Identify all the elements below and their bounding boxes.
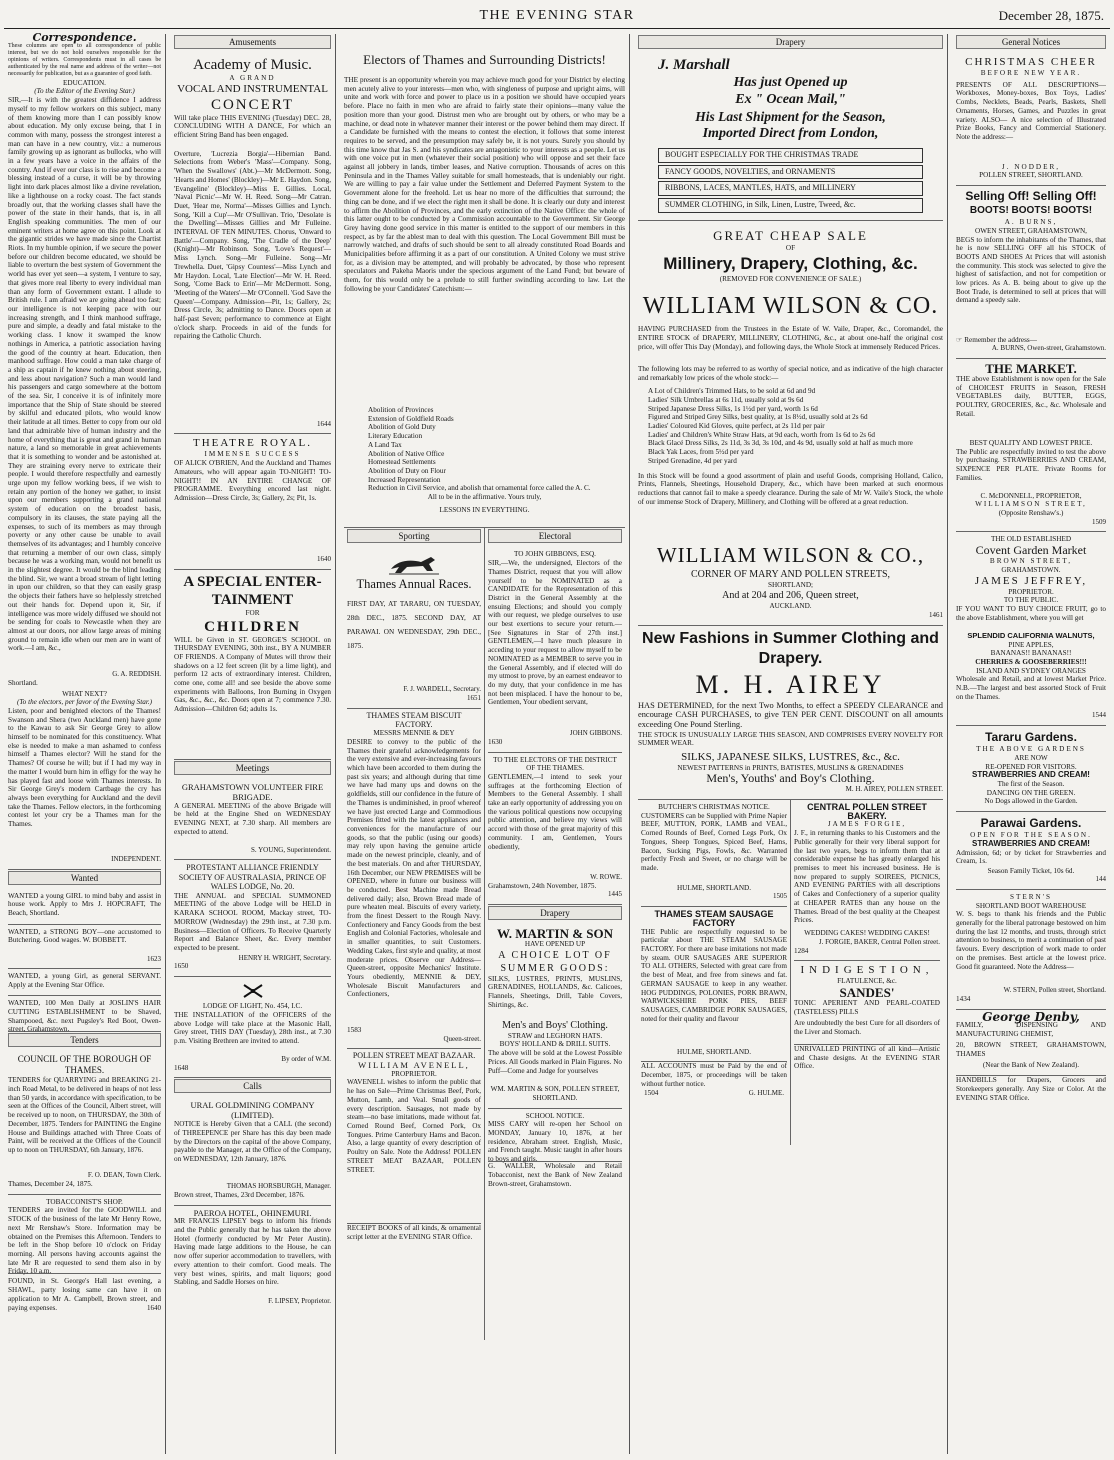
goods-box: RIBBONS, LACES, MANTLES, HATS, and MILLINERY [658,181,923,196]
masonic-compass-icon [240,983,266,999]
covent-oranges: ISLAND AND SYDNEY ORANGES [976,666,1086,675]
newspaper-title: THE EVENING STAR [479,8,635,23]
meat-bazaar-body: WAVENELL wishes to inform the public that he has on Sale—Prime Christmas Beef, Pork, Mutton, Lamb, and Veal. Small goods of every description. Sausages, not made by steam—no base imitations, made without fat. Corned Round Beef, Corned Pork, Ox Tongues. Prime Canterbury Hams and Bacon. Also, a large quantity of every description of Poultry on Sale. Note the Address! POLLEN STREET MEAT BAZAAR, POLLEN STREET. [347,1078,481,1174]
electors-signature: LESSONS IN EVERYTHING. [439,505,530,514]
covent-pineapples: PINE APPLES, [1008,640,1054,649]
removed-note: (REMOVED FOR CONVENIENCE OF SALE.) [719,274,862,283]
school-notice-title: SCHOOL NOTICE. [525,1111,585,1120]
christmas-cheer-title: CHRISTMAS CHEER [965,56,1097,68]
meat-bazaar-title: POLLEN STREET MEAT BAZAAR. [352,1051,476,1061]
martin-choice: A CHOICE LOT OF SUMMER GOODS: [498,949,612,974]
biscuit-factory-place: Queen-street. [443,1034,481,1043]
tararu-first: The first of the Season. [997,779,1065,788]
issue-date: December 28, 1875. [998,8,1104,23]
market-number: 1509 [1092,517,1106,526]
sandes-tonic: TONIC APERIENT AND PEARL-COATED (TASTELESS) PILLS [794,998,940,1016]
catechism-item: A Land Tax [368,440,402,449]
bakery-body: J. F., in returning thanks to his Customers and the Public generally for their very liberal support for the last two years, begs to inform them that at considerable expense he has greatly enlarged his premises to meet his increased business. He is now prepared to supply SOIREES, PICNICS, AND EVENING PARTIES with all descriptions of Cakes and Confectionery of a superior quality at CHEAPER RATES than any house on the Thames. Bread of the best quality at the Cheapest Prices. [794,829,940,925]
printing-ad: UNRIVALLED PRINTING of all kind—Artistic and Chaste designs. At the EVENING STAR Office. [794,1044,940,1071]
catechism-item: Abolition of Duty on Flour [368,466,446,475]
electors-title: Electors of Thames and Surrounding Districts! [363,52,606,67]
sandes-body: Are undoubtedly the best Cure for all disorders of the Liver and Stomach. [794,1018,940,1036]
goods-box: SUMMER CLOTHING, in Silk, Linen, Lustre, Tweed, &c. [658,198,923,213]
christmas-before: BEFORE NEW YEAR. [980,69,1082,77]
martin-suits: BOYS' HOLLAND & DRILL SUITS. [499,1040,611,1049]
bakery-owner: JAMES FORGIE, [827,820,907,829]
lot-item: A Lot of Children's Trimmed Hats, to be sold at 6d and 9d [648,387,816,396]
wilson-auckland: AUCKLAND. [769,602,812,611]
lot-item: Striped Grenadine, 4d per yard [648,456,737,465]
lodge-title: LODGE OF LIGHT, No. 454, I.C. [202,1002,303,1011]
burns-name: A. BURNS, [1004,218,1058,227]
protestant-alliance-title: PROTESTANT ALLIANCE FRIENDLY SOCIETY OF AUSTRALASIA, PRINCE OF WALES LODGE, No. 20. [178,863,327,892]
denby-body: FAMILY, DISPENSING AND MANUFACTURING CHEMIST, [956,1021,1106,1039]
butcher-title: BUTCHER'S CHRISTMAS NOTICE. [658,803,770,812]
column-drapery [634,34,948,1454]
parawai-season: Season Family Ticket, 10s 6d. [987,866,1075,875]
tararu-title: Tararu Gardens. [985,730,1077,745]
electors-district-place: Grahamstown, 24th November, 1875. [488,881,597,890]
nodder-name: J. NODDER, [1001,162,1061,171]
protestant-alliance-signature: HENRY H. WRIGHT, Secretary. [238,953,331,962]
catechism-item: Abolition of Provinces [368,406,434,414]
gibbons-signature: JOHN GIBBONS. [569,729,622,738]
education-letter: SIR,—It is with the greatest diffidence I address myself to my fellow workers on this subject, many of them knowing more than I can possibly know about education. My only excuse being, that I in common with many, possess the strongest interest a man can have in a new country, viz.: a numerous family growing up as ignorant as bullocks, who will in a few years have a voice in the affairs of the country. And if ever our class is to rise and become a blessing instead of a curse, it will be by throwing light into dark places almost like a divine revelation, like a lighthouse on a rocky coast. The fact stands broadly out, that the working classes shall have the power of the state in their hands, that is, in all English speaking communities. The men of our eminent writers at home agree on this point. Look at the gigantic strides we have made since the Chartist Riots. In my humble opinion, if we secure the power before our children become educated, we should be liable to overturn the best system of Government the world has ever yet seen—a system, I venture to say, that gives more real liberty to every individual man than any form of Government extant. I allude to British rule. I am afraid we are going ahead too fast; our intelligence is not keeping pace with our increasing strength, and I think manhood suffrage, pure and simple, a deadly and fatal mistake to the working class. I know it swamped the know nothings in America, a patriotic association having the good of the country at heart. Education, then manhood suffrage. How could a man take charge of a ship as captain if he knew nothing about steering, and less about navigation? Such a man would land his passengers and cargo somewhere at the bottom of the sea. Sir, I conceive it is of infinitely more importance that the Ship of State should be steered by skilful and educated pilots, who would know their latitude at all times. Better to copy from our old land that admirable hive of human industry and the home of everything that is great and grand in human nature, a land so memorable in great achievements that it is something to wonder and be astonished at. They are straining every nerve to extricate their people. I would therefore respectfully and earnestly urge upon my fellow working bees, if we wish to retain any portion of the honey we gather, to insist upon our members supporting a grand national system of education on the broadest basis, compulsory in its clauses, the state paying all the expenses, to such of its members as may through poverty or any other cause be unable to avail themselves of its advantages; and I humbly conceive that returning a member of our own class, simply because he was a working man, would not benefit us in the slightest degree. It would be the blind leading the blind. Sir, we want a broad stream of light letting in upon our children, so that they can easily grasp the objects their fathers have so helplessly stretched out their hands for. Depend upon it, Sir, if intelligence was more widely diffused we should not be sending for coals to Newcastle when they are almost at our doors, nor allow large areas of mining ground to remain idle when our men are in want of work.—I am, &c., [8,96,161,653]
council-place: Thames, December 24, 1875. [8,1180,93,1189]
parawai-admission: Admission, 6d; or by ticket for Strawberries and Cream, 1s. [956,848,1106,866]
stern-body: W. S. begs to thank his friends and the Public generally for the liberal patronage bestowed on him during the last 12 months, and trusts, through strict attention to business, to merit a continuation of past favours. Every description of work made to order on the premises. Best article at the lowest price. Good fit guaranteed. Note the Address— [956,910,1106,971]
wilson-number: 1461 [929,610,943,619]
great-sale-of: OF [785,243,796,252]
protestant-alliance-number: 1650 [174,962,189,971]
sausage-factory-title: THAMES STEAM SAUSAGE FACTORY [654,909,774,928]
parawai-title: Parawai Gardens. [980,816,1082,831]
tararu-dancing: DANCING ON THE GREEN. [986,788,1076,797]
denby-near: (Near the Bank of New Zealand). [982,1061,1080,1070]
section-header-meetings: Meetings [174,761,331,775]
lot-item: Ladies' Coloured Kid Gloves, quite perfect, at 2s 11d per pair [648,422,825,431]
education-place: Shortland. [8,678,38,687]
covent-public-body: IF YOU WANT TO BUY CHOICE FRUIT, go to the above Establishment, where you will get [956,604,1106,622]
catechism-item: Abolition of Gold Duty [368,423,436,432]
martin-signature: WM. MARTIN & SON, POLLEN STREET, SHORTLAND. [490,1085,620,1102]
what-next-title: WHAT NEXT? [62,689,107,698]
martin-goods: SILKS, LUSTRES, PRINTS, MUSLINS, GRENADINES, HOLLANDS, &c. Calicoes, Flannels, Sheetings, Drill, Table Covers, Shirtings, &c. [488,974,622,1009]
airey-name: M. H. AIREY [695,669,886,699]
covent-town: GRAHAMSTOWN. [1001,565,1061,574]
butcher-signature: HULME, SHORTLAND. [676,883,752,892]
electors-district-signature: W. ROWE. [590,872,622,881]
concert-grand: A GRAND [229,74,276,82]
covent-old: THE OLD ESTABLISHED [990,535,1072,544]
education-title: EDUCATION. [63,78,106,87]
section-header-amusements: Amusements [174,35,331,49]
butcher-body: CUSTOMERS can be Supplied with Prime Napier BEEF, MUTTON, PORK, LAMB and VEAL, Corned Rounds of Beef, Corned Legs Pork, Ox Tongues, Sheep Tongues, Spiced Beef, Hams, Bacon, Sucking Pigs, Fowls, &c. Warranted perfectly Fresh and Sweet, or no charge will be made. [641,811,787,872]
section-header-drapery: Drapery [638,35,943,49]
lot-item: Ladies' and Children's White Straw Hats, at 9d each, worth from 1s 6d to 2s 6d [648,430,876,439]
parawai-open: OPEN FOR THE SEASON. [970,831,1092,840]
electors-close: All to be in the affirmative. Yours truly, [427,493,542,502]
catechism-item: Literary Education [368,432,423,441]
covent-footer: Wholesale and Retail, and at lowest Market Price. N.B.—The largest and best assorted Stock of Fruit on the Thames. [956,675,1106,701]
concert-number: 1644 [317,419,331,428]
presents-body: PRESENTS OF ALL DESCRIPTIONS—Workboxes, Money-boxes, Box Toys, Ladies' Combs, Necklets, Beads, Pearls, Baskets, Shell Ornaments, Horses, Games, and Puzzles in great variety. ALSO— A nice selection of Illustrated Prize Books, Fancy and Commercial Stationery. Note the address:— [956,80,1106,141]
burns-remember [956,336,1106,345]
meat-bazaar-proprietor: PROPRIETOR. [391,1069,437,1078]
special-entertainment-body: WILL be Given in ST. GEORGE'S SCHOOL on THURSDAY EVENING, 30th inst., BY A NUMBER OF FRIENDS. A Company of Mutes will throw their shadows on a 12 feet screen (lit by a lime light), and perform 12 acts of extraordinary interest. Children, come one, come all! and see beside the above some experiments with Balloons, Iron Burning in Oxygen Gas, &c., &c., &c. Doors open at 7; commence 7.30. Admission—Children 6d; adults 1s. [174,635,331,714]
wilson-title: WILLIAM WILSON & CO. [642,293,939,320]
wilson-lots-list [638,385,943,467]
school-notice-body: MISS CARY will re-open her School on MONDAY, January 10, 1876, at her residence, Abraham street. English, Music, and French taught. Music taught in after hours to boys and girls. [488,1120,622,1164]
airey-clothing: Men's, Youths' and Boy's Clothing. [706,771,875,786]
found-notice-number: 1640 [147,1304,161,1313]
ural-company-signature: THOMAS HORSBURGH, Manager. [226,1182,331,1191]
bakery-title: CENTRAL POLLEN STREET BAKERY. [807,802,927,821]
concert-vocal: VOCAL AND INSTRUMENTAL [177,82,328,95]
mcdonnell-street: WILLIAMSON STREET, [975,500,1087,509]
concert-programme: Overture, 'Lucrezia Borgia'—Hibernian Band. Selections from Weber's 'Mass'—Company. Song, 'When the Swallows' (Abt.)—Mr McDermott. Song, 'Hearts and Homes' (Blockley)—Mr E. Haydon. Song, 'Evangeline' (Blockley)—Miss E. Gillies. Local, 'Naval Picnic'—Mr W. H. Reed. Song—Mr Catran. Duet, 'Hear me, Norma'—Misses Gillies and Lynch. Song, 'Kill a Cup'—Mr O'Sullivan. Trio, 'Desolate is the Dwelling'—Misses Gillies and Mr Fulleine. INTERVAL OF TEN MINUTES. Chorus, 'Onward to Battle'—Company. Song, 'The Cradle of the Deep' (Knight)—Mr Robinson. Song, 'Love's Request'—Miss Lynch. Song—Mr Fulleine. Song—Mr Trewhella. Duet, 'Gipsy Countess'—Miss Lynch and Mr Haydon. Local, 'Late Election'—Mr W. H. Reed. Song, 'Come Back to Erin'—Mr McDermott. Song, 'Meeting of the Waters'—Mr O'Connell. 'God Save the Queen'—Company. Admission—Pit, 1s; Gallery, 2s; Dress Circle, 3s; admitting to Dance. Doors open at half-past Seven; performance to commence at Eight o'clock sharp. Proceeds in aid of the funds for repairing the Catholic Church. [174,149,331,341]
tararu-no-dogs: No Dogs allowed in the Garden. [984,797,1078,806]
tobacconist-body: TENDERS are invited for the GOODWILL and STOCK of the business of the late Mr Henry Rowe, next Mr Renshaw's Store. Information may be obtained on the Premises this Afternoon. Tenders to be left in the Shop before 10 o'clock on Friday morning. All persons having accounts against the late Mr R are requested to send them also in by Friday, 10 a.m. [8,1206,161,1276]
races-signature: F. J. WARDELL, Secretary. [403,685,481,694]
burns-remember-text: Remember the address— [964,335,1037,344]
concert-title: CONCERT [210,96,295,113]
wilson-lots-intro: The following lots may be referred to as worthy of special notice, and as indicative of the high character and remarkably low prices of the whole stock:— [638,365,943,382]
electors-district-title: TO THE ELECTORS OF THE DISTRICT OF THE THAMES. [493,755,617,773]
denby-address: 20, BROWN STREET, GRAHAMSTOWN, THAMES [956,1041,1106,1059]
martin-title: W. MARTIN & SON [496,926,614,942]
goods-box: FANCY GOODS, NOVELTIES, and ORNAMENTS [658,165,923,180]
section-header-general-notices: General Notices [956,35,1106,49]
council-signature: F. O. DEAN, Town Clerk. [87,1171,161,1180]
fashions-title: New Fashions in Summer Clothing and Drapery. [642,629,939,667]
wanted-ad-number: 1623 [147,954,161,963]
sandes-title: SANDES' [839,984,895,1000]
nodder-address: POLLEN STREET, SHORTLAND. [979,171,1083,180]
goods-box: BOUGHT ESPECIALLY FOR THE CHRISTMAS TRADE [658,148,923,163]
millinery-title: Millinery, Drapery, Clothing, &c. [663,253,918,273]
covent-number: 1544 [1092,711,1106,720]
column-amusements [170,34,336,1454]
stern-subtitle: SHORTLAND BOOT WAREHOUSE [975,901,1087,910]
burns-signature: A. BURNS, Owen-street, Grahamstown. [991,344,1106,353]
martin-footer: The above will be sold at the Lowest Possible Prices. All Goods marked in Plain Figures. No Puff—Come and Judge for yourselves [488,1049,622,1075]
parawai-number: 144 [1095,875,1106,884]
covent-title: Covent Garden Market [975,543,1087,558]
section-header-tenders: Tenders [8,1033,161,1047]
electors-body: THE present is an opportunity wherein you may achieve much good for your District by electing men acutely alive to your interests—men who, with singleness of purpose and upright aims, will unite and work with force and power to place us in a position we should have occupied years before. Place no faith in men who are afraid to fairly state their opinions—many value the position more than your good. Distrust men who are brought out by others, or who may be a machine, or dead note in whatever manner their interest or the power behind them may direct. If a Candidate be furnished with the means to contest the election, it follows that some interest requires to be served, and the presumption may safely be, it is not yours. Surely you should by this time know that Jas S. and his syndicates are antagonistic to your interests as a people. Let us with one voice put in men (whatever their social position) who will oppose and set their face against all jobbery in lands, timber leases, and Native corruption. Thousands of acres on this Peninsula and in the Thames Valley suitable for small homesteads, that is undeniably our right. We are willing to pay a fair value under the Settlement and Deferred Payment System to the Government alone for the freehold. Let us hear no more of the difficulties that surround; the thing can be done, and if we elect the right men it shall be done. It is clearly our duty and interest to affirm the Abolition of Provinces, and the early extinction of the Native Office: the whole of this latter ought to be conducted by a Commission accountable to the Government. Sir George Grey having done good service in this matter is entitled to the support of our members in this respect, as by far the ablest man to deal with this question. The Local Government Bill must be narrowly watched, and drafts of such should be sent to all already constituted Road Boards and Municipalities before affirming it as a part of our constitution. A United Colony we must strive for, as a division may be attempted, and will probably be advocated, by those who represent speculators and Pakeha Maoris under the specious argument of the Land Fund; but beware of them, for this would only be a prelude to still further swindling according to law. Let the following be your Candidates' Catechism:— [344,76,625,293]
selling-off-title: Selling Off! Selling Off! [965,189,1097,204]
fire-brigade-signature: S. YOUNG, Superintendent. [250,845,331,854]
airey-silks: SILKS, JAPANESE SILKS, LUSTRES, &c., &c. [681,750,900,763]
accounts-signature: G. HULME. [748,1089,784,1098]
electors-district-number: 1445 [608,890,622,899]
wilson-body: HAVING PURCHASED from the Trustees in the Estate of W. Vaile, Draper, &c., Coromandel, the ENTIRE STOCK of DRAPERY, MILLINERY, CLOTHING, &c., at about one-half the original cost price, will offer This Day (Monday), and following days, the Whole Stock at immensely Reduced Prices. [638,325,943,351]
lot-item: Striped Japanese Dress Silks, 1s 1½d per yard, worth 1s 6d [648,404,818,413]
accounts-notice: ALL ACCOUNTS must be Paid by the end of December, 1875, or proceedings will be taken without further notice. [641,1062,787,1088]
market-best: BEST QUALITY AND LOWEST PRICE. [969,438,1093,447]
lot-item: Figured and Striped Grey Silks, best quality, at 1s 8½d, usually sold at 2s 6d [648,413,868,422]
wanted-ad-servant: WANTED, a young Girl, as general SERVANT. Apply at the Evening Star Office. [8,972,161,990]
wilson-shortland: SHORTLAND; [767,580,814,589]
covent-walnuts: SPLENDID CALIFORNIA WALNUTS, [967,630,1095,640]
found-shawl-notice: FOUND, in St. George's Hall last evening, a SHAWL, party losing same can have it on application to Mr A. Campbell, Brown street, and paying expenses. [8,1277,161,1312]
lot-item: Black Glacé Dress Silks, 2s 11d, 3s 3d, 3s 10d, and 4s 9d, usually sold at half as much more [648,439,913,448]
airey-patterns: NEWEST PATTERNS in PRINTS, BATISTES, MUSLINS & GRENADINES [677,763,904,772]
covent-bananas: BANANAS!! BANANAS!! [990,649,1072,658]
pointing-hand-icon: ☞ [956,335,965,344]
marshall-ship: Ex " Ocean Mail," [735,92,846,107]
races-number: 1651 [467,694,481,703]
marshall-shipment: His Last Shipment for the Season, [695,109,886,124]
jeffrey-name: JAMES JEFFREY, [974,574,1088,587]
council-title: COUNCIL OF THE BOROUGH OF THAMES. [17,1054,152,1076]
ural-company-place: Brown street, Thames, 23rd December, 1876. [174,1190,305,1199]
wilson-queen-street: And at 204 and 206, Queen street, [722,590,859,602]
gibbons-address-title: TO JOHN GIBBONS, ESQ. [514,550,596,559]
bakery-number: 1284 [794,946,809,955]
what-next-subtitle: (To the electors, per favor of the Evening Star.) [16,698,153,707]
section-header-correspondence: Correspondence. [32,31,137,44]
market-details: The Public are respectfully invited to test the above by purchasing. STRAWBERRIES AND CREAM, SIXPENCE PER PLATE. Private Rooms for Families. [956,447,1106,482]
catechism-list [344,406,625,493]
catechism-item: Extension of Goldfield Roads [368,414,454,423]
marshall-imported: Imported Direct from London, [702,126,879,141]
butcher-number: 1505 [773,892,787,901]
theatre-number: 1640 [317,555,331,564]
wilson-title-address: WILLIAM WILSON & CO., [656,542,925,567]
paeroa-hotel-body: MR FRANCIS LIPSEY begs to inform his friends and the Public generally that he has taken the above Hotel (formerly conducted by Mr Peter Austin). Having made large additions to the House, he can now offer superior accommodation to travellers, with every attention to their comfort. Good meals. The very best wines, spirits, and malt liquors; good Stabling, and Saddle Horses on hire. [174,1217,331,1287]
martin-straw-hats: STRAW and LEGHORN HATS. [507,1031,603,1040]
market-body: THE above Establishment is now open for the Sale of CHOICEST FRUITS in Season, FRESH VEGETABLES daily, BUTTER, EGGS, POULTRY, GROCERIES, &c., &c. Wholesale and Retail. [956,374,1106,418]
airey-body: HAS DETERMINED, for the next Two Months, to effect a SPEEDY CLEARANCE and encourage CASH PURCHASES, to give TEN PER CENT. DISCOUNT on all amounts exceeding One Pound Sterling. [638,700,943,729]
denby-name: George Denby, [982,1009,1080,1024]
parawai-strawberries: STRAWBERRIES AND CREAM! [972,838,1090,848]
sausage-factory-body: THE Public are respectfully requested to be particular about THE STEAM SAUSAGE FACTORY. For there are base imitations not made by steam. OUR SAUSAGES ARE SUPERIOR TO ALL OTHERS, Selected with great care from the best of Meat, and free from sinews and fat. GERMAN SAUSAGE to keep in any weather. HOG PUDDINGS, POLONIES, PORK BRAWN, WARWICKSHIRE PORK PIES, BEEF SAUSAGES, CAMBRIDGE PORK SAUSAGES, noted for their quality and flavour [641,927,787,1023]
section-header-sporting: Sporting [347,529,481,543]
biscuit-factory-title: THAMES STEAM BISCUIT FACTORY. [366,710,462,729]
tararu-above: THE ABOVE GARDENS [976,745,1086,754]
ural-company-title: URAL GOLDMINING COMPANY (LIMITED). [190,1100,315,1121]
tararu-reopened: RE-OPENED FOR VISITORS. [985,762,1077,771]
jeffrey-proprietor: PROPRIETOR. [1008,587,1054,596]
biscuit-factory-number: 1583 [347,1025,362,1034]
covent-to-public: TO THE PUBLIC. [1003,596,1059,605]
masthead [0,0,1114,30]
catechism-item: Increased Representation [368,475,441,484]
paeroa-hotel-signature: F. LIPSEY, Proprietor. [268,1297,331,1306]
fire-brigade-title: GRAHAMSTOWN VOLUNTEER FIRE BRIGADE. [181,781,324,802]
martin-clothing: Men's and Boys' Clothing. [502,1019,608,1031]
races-title: Thames Annual Races. [356,577,472,592]
wilson-corner: CORNER OF MARY AND POLLEN STREETS, [690,568,891,580]
section-header-calls: Calls [174,1079,331,1093]
marshall-name: J. Marshall [658,57,730,73]
section-header-electoral: Electoral [488,529,622,543]
biscuit-factory-body: DESIRE to convey to the public of the Thames their grateful acknowledgements for the very extensive and ever-increasing favours which have been accorded to them during the past six years; and although during that time we have had many ups and downs on the goldfields, still our confidence in the future of the Thames is undiminished, in proof whereof we have just erected Large and Commodious Premises fitted with the latest appliances and conveniences for the manufacture of our goods, so that the public (using our goods) may rely upon having the genuine article made on the newest principle, cleanly, and of the best materials. On and after THURSDAY, 16th December, our NEW PREMISES will be OPENED, where in future our business will be conducted. Best Machine made Bread delivered daily; also, Brown Bread made of pure wheaten meal. Biscuits of every variety, from the finest Dessert to the Rough Navy. Confectionery and Fancy Goods from the best English and Colonial Factories, wholesale and in smaller quantities, to suit Customers. Wedding Cakes, first style and quality, at most moderate prices. Observe our Address—Queen-street, opposite Mechanics' Institute. Yours obediently, MENNIE & DEY, Wholesale Biscuit Manufacturers and Confectioners, [347,737,481,999]
wilson-stock-notice: In this Stock will be found a good assortment of plain and useful Goods, comprising Holland, Calico, Prints, Flannels, Sheetings, Household Drapery, &c., which have been marked at such enormous reductions that cannot fail to make a speedy clearance. During the sale of Mr W. Vaile's Stock, the whole of our immense Stock of Drapery, Millinery, and Clothing will be offered at a great reduction. [638,471,943,506]
meat-bazaar-owner: WILLIAM AVENELL, [358,1060,470,1071]
bakery-wedding-cakes: WEDDING CAKES! WEDDING CAKES! [804,929,930,938]
catechism-item: Abolition of Native Office [368,449,445,458]
biscuit-factory-owners: MESSRS MENNIE & DEY [373,729,455,738]
lodge-number: 1648 [174,1063,189,1072]
tararu-are-now: ARE NOW [1014,753,1048,762]
boots-title: BOOTS! BOOTS! BOOTS! [969,205,1093,217]
theatre-body: OF ALICK O'BRIEN, And the Auckland and Thames Amateurs, who will appear again TO-NIGHT! TO-NIGHT!! IN AN ENTIRE CHANGE OF PROGRAMME. Everything encored last night. Admission—Dress Circle, 3s; Gallery, 2s; Pit, 1s. [174,459,331,502]
catechism-item: Reduction in Civil Service, and abolish that ornamental force called the A. C. [368,484,591,493]
receipt-books-ad: RECEIPT BOOKS of all kinds, & ornamental script letter at the EVENING STAR Office. [347,1224,481,1242]
covent-street: BROWN STREET, [989,557,1073,566]
gibbons-number: 1630 [488,737,503,746]
ural-company-body: NOTICE is Hereby Given that a CALL (the second) of THREEPENCE per Share has this day been made by the Directors on the capital of the above Company, payable to the Manager, at the Office of the Company, on WEDNESDAY, 12th January, 1876. [174,1120,331,1164]
marshall-goods-boxes [638,148,943,213]
martin-opened: HAVE OPENED UP [524,940,586,949]
electors-district-body: GENTLEMEN,—I intend to seek your suffrages at the forthcoming Election of Members to the General Assembly. I shall take an early opportunity of addressing you on the various political questions now occupying public attention, and believe my views will accord with those of the great majority of this community. I am, Gentlemen, Yours obediently, [488,772,622,851]
special-for: FOR [245,608,260,617]
covent-cherries: CHERRIES & GOOSEBERRIES!!! [975,658,1087,667]
gibbons-body: SIR,—We, the undersigned, Electors of the Thames District, request that you will allow yourself to be NOMINATED as a CANDIDATE for the Representation of this District in the General Assembly at the ensuing Elections; and should you comply with our request, we pledge ourselves to use our best exertions to secure your return.— [See Signatures in Star of 27th inst.] GENTLEMEN,—I have much pleasure in acceding to your request to allow myself to be NOMINATED as a MEMBER to serve you in the General Assembly, and if elected will do my utmost to prove, by an earnest endeavor to do my duty, that your confidence in me has not been misplaced. I have the honour to be, Gentlemen, Your obedient servant, [488,559,622,707]
concert-details: Will take place THIS EVENING (Tuesday) DEC. 28, CONCLUDING WITH A DANCE, For which an efficient String Band has been engaged. [174,113,331,140]
great-sale-title: GREAT CHEAP SALE [713,227,868,243]
section-header-wanted: Wanted [8,871,161,885]
council-tender-body: TENDERS for QUARRYING and BREAKING 21-inch Road Metal, to be delivered in heaps of not less than 50 yards, in accordance with specification, to be seen at the Offices of the Council, Albert street, will be received up to noon, on THURSDAY, the 30th of December, 1875. Tenders for PAINTING the Engine House and Buildings attached with Three Coats of Paint, will be received at the Offices of the Council up to noon on THURSDAY, 6th January, 1876. [8,1076,161,1154]
indigestion-title: INDIGESTION, [800,964,934,977]
burns-address: OWEN STREET, GRAHAMSTOWN, [975,226,1087,235]
handbills-ad: HANDBILLS for Drapers, Grocers and Storekeepers generally. Any Size or Color. At the EVENING STAR Office. [956,1076,1106,1102]
airey-signature: M. H. AIREY, POLLEN STREET. [845,785,943,794]
paeroa-hotel-title: PAEROA HOTEL, OHINEMURI. [193,1207,312,1218]
stern-number: 1434 [956,995,971,1004]
what-next-signature: INDEPENDENT. [111,854,161,863]
marshall-opened: Has just Opened up [733,75,848,90]
lodge-signature: By order of W.M. [281,1054,331,1063]
education-subtitle: (To the Editor of the Evening Star.) [34,87,135,96]
education-signature: G. A. REDDISH. [112,670,161,679]
theatre-title: THEATRE ROYAL. [192,437,313,450]
theatre-success: IMMENSE SUCCESS [204,450,301,459]
bakery-signature: J. FORGIE, BAKER, Central Pollen street. [818,937,940,946]
sausage-factory-signature: HULME, SHORTLAND. [676,1047,752,1056]
flatulence-title: FLATULENCE, &c. [837,977,897,986]
waller-tobacconist-ad: G. WALLER, Wholesale and Retail Tobacconist, next the Bank of New Zealand Brown-street, Grahamstown. [488,1162,622,1188]
stern-title: STERN'S [1009,892,1053,901]
what-next-letter: Listen, poor and benighted electors of the Thames! Swanson and Shera (two Auckland men) have gone to the Kawau to ask Sir George Grey to allow himself to be nominated for this constituency. What else is needed to make a man ashamed to confess himself a Thames elector? Will he stand for the Thames? Of course he will; but if I had my way in the matter I would burn him in effigy for the way he has played fast and loose with Thames interests. In Sir George Grey's modern Cartbage the cry has always been everything for Auckland and the devil take the Thames. Fellow electors, in the forthcoming contest let your cry be a Thames man for the Thames. [8,706,161,829]
lodge-body: THE INSTALLATION of the OFFICERS of the above Lodge will take place at the Masonic Hall, Grey street, THIS DAY (Tuesday), 28th inst., at 7.30 p.m. Visiting Brethren are invited to attend. [174,1010,331,1045]
races-body: FIRST DAY, AT TARARU, ON TUESDAY, 28th DEC., 1875. SECOND DAY, AT PARAWAI. ON WEDNESDAY, 29th DEC., 1875. [347,600,481,651]
racehorse-icon [387,553,441,575]
correspondence-intro: These columns are open to all correspondence of public interest, but we do not hold ourselves responsible for the opinions of writers. Correspondents must in all cases be authenticated by the real name and address of the writer—not necessarily for publication, but as a guarantee of good faith. [8,42,161,77]
column-correspondence [4,31,166,1454]
protestant-alliance-body: THE ANNUAL and SPECIAL SUMMONED MEETING of the above Lodge will be HELD in KARAKA SCHOOL ROOM, Mackay street, TO-MORROW (Wednesday) the 29th inst., at 7.30 p.m. Business—Election of Officers. To Receive Quarterly Report and Balance Sheet, &c. Every member expected to be present. [174,891,331,952]
lot-item: Black Yak Laces, from 5½d per yard [648,448,754,457]
section-header-drapery-small: Drapery [488,906,622,920]
accounts-number: 1504 [644,1089,659,1098]
catechism-item: Homestead Settlements [368,458,436,467]
academy-title: Academy of Music. [193,57,312,73]
special-entertainment-title: A SPECIAL ENTER-TAINMENT [183,573,322,608]
lot-item: Ladies' Silk Umbrellas at 6s 11d, usually sold at 9s 6d [648,395,804,404]
burns-body: BEGS to inform the inhabitants of the Thames, that he is now SELLING OFF all his STOCK of BOOTS AND SHOES At Prices that will astonish the community. This stock was selected to give the highest of satisfaction, and not for competition or low prices. As A. B. being about to give up the Boot Trade, is determined to sell at prices that will demand a speedy sale. [956,235,1106,305]
mcdonnell-opposite: (Opposite Renshaw's.) [998,509,1064,518]
column-general-notices [952,34,1110,1454]
stern-signature: W. STERN, Pollen street, Shortland. [1003,986,1106,995]
column-electors [340,34,630,1454]
masthead-rule [4,28,1110,29]
tararu-strawberries: STRAWBERRIES AND CREAM! [972,770,1090,780]
special-children: CHILDREN [204,618,301,635]
market-title: THE MARKET. [985,360,1077,376]
tobacconist-title: TOBACCONIST'S SHOP. [46,1197,123,1206]
wanted-ad-girl: WANTED a young GIRL to mind baby and assist in house work. Apply to Mrs J. HOPCRAFT, The Beach, Shortland. [8,891,161,918]
wanted-ad-barber: WANTED, 100 Men Daily at JOSLIN'S HAIR CUTTING ESTABLISHMENT to be Shaved, Shampooed, &c. next Pugsley's Red Boot, Owen-street, Grahamstown. [8,999,161,1034]
fire-brigade-body: A GENERAL MEETING of the above Brigade will be held at the Engine Shed on WEDNESDAY EVENING NEXT, at 7.30 sharp. All members are expected to attend. [174,801,331,836]
mcdonnell-name: C. McDONNELL, PROPRIETOR, [980,491,1082,500]
airey-stock: THE STOCK IS UNUSUALLY LARGE THIS SEASON, AND COMPRISES EVERY NOVELTY FOR SUMMER WEAR. [638,730,943,748]
wanted-ad-boy: WANTED, a STRONG BOY—one accustomed to Butchering. Good wages. W. BOBBETT. [8,927,161,945]
